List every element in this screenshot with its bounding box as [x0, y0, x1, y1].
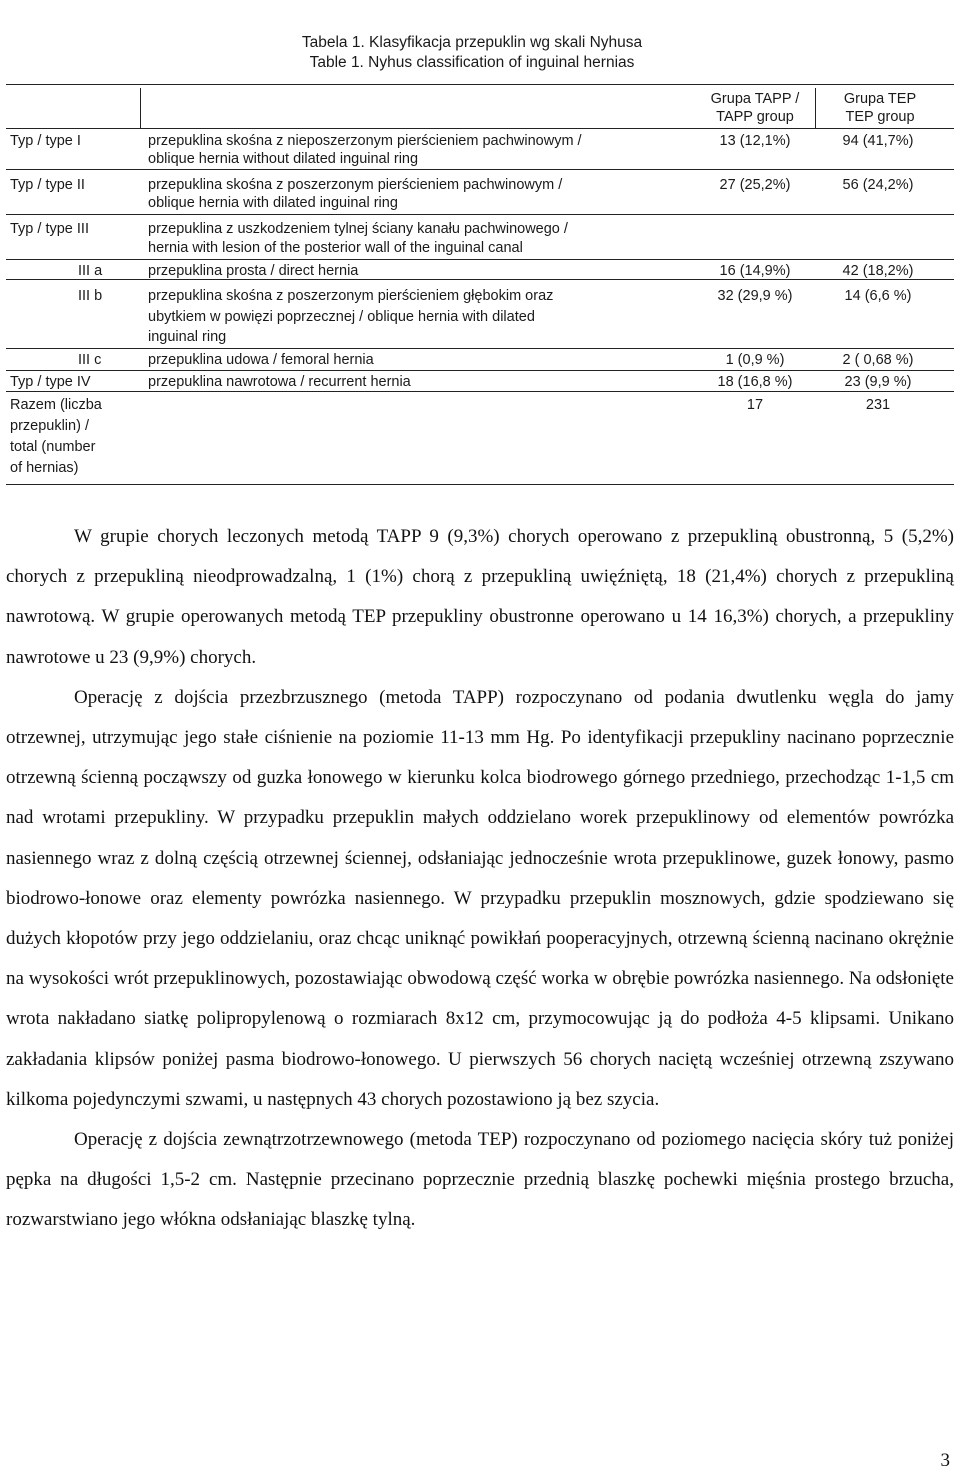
- row-desc-line: inguinal ring: [148, 329, 227, 345]
- table-title-en: Table 1. Nyhus classification of inguinal hernias: [309, 54, 635, 71]
- row-category: Typ / type III: [10, 221, 89, 237]
- row-total-label: Razem (liczba: [10, 397, 102, 413]
- row-subtype: III a: [78, 263, 103, 279]
- row-desc-line: przepuklina prosta / direct hernia: [148, 263, 359, 279]
- table-rule-vertical: [815, 88, 816, 128]
- row-desc-line: przepuklina skośna z poszerzonym pierścieniem pachwinowym /: [148, 177, 563, 193]
- row-total-label: of hernias): [10, 460, 79, 476]
- row-desc-line: oblique hernia with dilated inguinal ring: [148, 195, 398, 211]
- cell-tapp-total: 17: [746, 397, 764, 413]
- row-subtype: III c: [78, 352, 102, 368]
- row-total-label: przepuklin) /: [10, 418, 89, 434]
- cell-tep: 14 (6,6 %): [844, 288, 912, 304]
- table-rule: [6, 169, 954, 170]
- row-desc-line: ubytkiem w powięzi poprzecznej / oblique hernia with dilated: [148, 309, 535, 325]
- col-header-tapp-line1: Grupa TAPP /: [710, 91, 800, 107]
- cell-tep-total: 231: [865, 397, 891, 413]
- row-desc-line: przepuklina udowa / femoral hernia: [148, 352, 374, 368]
- row-desc-line: przepuklina skośna z nieposzerzonym pierścieniem pachwinowym /: [148, 133, 582, 149]
- row-category: Typ / type II: [10, 177, 85, 193]
- row-desc-line: przepuklina z uszkodzeniem tylnej ściany kanału pachwinowego /: [148, 221, 568, 237]
- row-category: Typ / type IV: [10, 374, 91, 390]
- row-category: Typ / type I: [10, 133, 81, 149]
- cell-tapp: 18 (16,8 %): [717, 374, 793, 390]
- table-rule: [6, 348, 954, 349]
- table-rule: [6, 214, 954, 215]
- table-rule-vertical: [140, 88, 141, 128]
- table-rule-bottom: [6, 484, 954, 485]
- table-rule: [6, 259, 954, 260]
- paragraph: Operację z dojścia zewnątrzotrzewnowego (metoda TEP) rozpoczynano od poziomego nacięcia skóry tuż poniżej pępka na długości 1,5-2 cm. Następnie przecinano poprzecznie przednią blaszkę pochewki mięśnia prostego brzucha, rozwarstwiano jego włókna odsłaniając blaszkę tylną.: [6, 1129, 954, 1231]
- table-rule-top: [6, 84, 954, 85]
- table-rule: [6, 370, 954, 371]
- row-desc-line: przepuklina skośna z poszerzonym pierścieniem głębokim oraz: [148, 288, 554, 304]
- cell-tapp: 16 (14,9%): [719, 263, 791, 279]
- cell-tapp: 1 (0,9 %): [725, 352, 785, 368]
- cell-tep: 2 ( 0,68 %): [842, 352, 914, 368]
- row-desc-line: oblique hernia without dilated inguinal ring: [148, 151, 419, 167]
- cell-tep: 94 (41,7%): [842, 133, 914, 149]
- nyhus-classification-table: [0, 28, 960, 490]
- paragraph: W grupie chorych leczonych metodą TAPP 9 (9,3%) chorych operowano z przepukliną obustronną, 5 (5,2%) chorych z przepukliną nieodprowadzalną, 1 (1%) chorą z przepukliną uwięźniętą, 18 (21,4%) chorych z przepukliną nawrotową. W grupie operowanych metodą TEP przepukliny obustronne operowano u 14 16,3%) chorych, a przepukliny nawrotowe u 23 (9,9%) chorych.: [6, 526, 954, 668]
- row-subtype: III b: [78, 288, 103, 304]
- table-rule: [6, 391, 954, 392]
- col-header-tep-line2: TEP group: [845, 109, 915, 125]
- table-rule: [6, 128, 954, 129]
- row-total-label: total (number: [10, 439, 96, 455]
- col-header-tapp-line2: TAPP group: [716, 109, 794, 125]
- body-text: [6, 517, 954, 1241]
- table-title-pl: Tabela 1. Klasyfikacja przepuklin wg skali Nyhusa: [301, 34, 643, 51]
- paragraph: Operację z dojścia przezbrzusznego (metoda TAPP) rozpoczynano od podania dwutlenku węgla do jamy otrzewnej, utrzymując jego stałe ciśnienie na poziomie 11-13 mm Hg. Po identyfikacji przepukliny nacinano poprzecznie otrzewną ścienną począwszy od guzka łonowego w kierunku kolca biodrowego górnego przedniego, przechodząc 1-1,5 cm nad wrotami przepukliny. W przypadku przepuklin małych oddzielano worek przepuklinowy od elementów powrózka nasiennego wraz z dolną częścią otrzewnej ściennej, odsłaniając jednocześnie wrota przepuklinowe, guzek łonowy, pasmo biodrowo-łonowe oraz elementy powrózka nasiennego. W przypadku przepuklin mosznowych, gdzie spodziewano się dużych kłopotów przy jego oddzielaniu, oraz chcąc uniknąć powikłań pooperacyjnych, otrzewną ścienną nacinano okrężnie na wysokości wrót przepuklinowych, pozostawiając obwodową część worka w obrębie powrózka nasiennego. Na odsłonięte wrota nakładano siatkę polipropylenową o rozmiarach 8x12 cm, przymocowując ją do podłoża 4-5 klipsami. Unikano zakładania klipsów poniżej pasma biodrowo-łonowego. U pierwszych 56 chorych naciętą wcześniej otrzewną zszywano kilkoma pojedynczymi szwami, u następnych 43 chorych pozostawiono ją bez szycia.: [6, 686, 954, 1110]
- cell-tapp: 27 (25,2%): [719, 177, 791, 193]
- page-number: 3: [940, 1450, 950, 1471]
- cell-tep: 56 (24,2%): [842, 177, 914, 193]
- cell-tep: 42 (18,2%): [842, 263, 914, 279]
- row-desc-line: hernia with lesion of the posterior wall of the inguinal canal: [148, 240, 523, 256]
- col-header-tep-line1: Grupa TEP: [843, 91, 917, 107]
- cell-tep: 23 (9,9 %): [844, 374, 912, 390]
- row-desc-line: przepuklina nawrotowa / recurrent hernia: [148, 374, 411, 390]
- cell-tapp: 32 (29,9 %): [717, 288, 793, 304]
- cell-tapp: 13 (12,1%): [719, 133, 791, 149]
